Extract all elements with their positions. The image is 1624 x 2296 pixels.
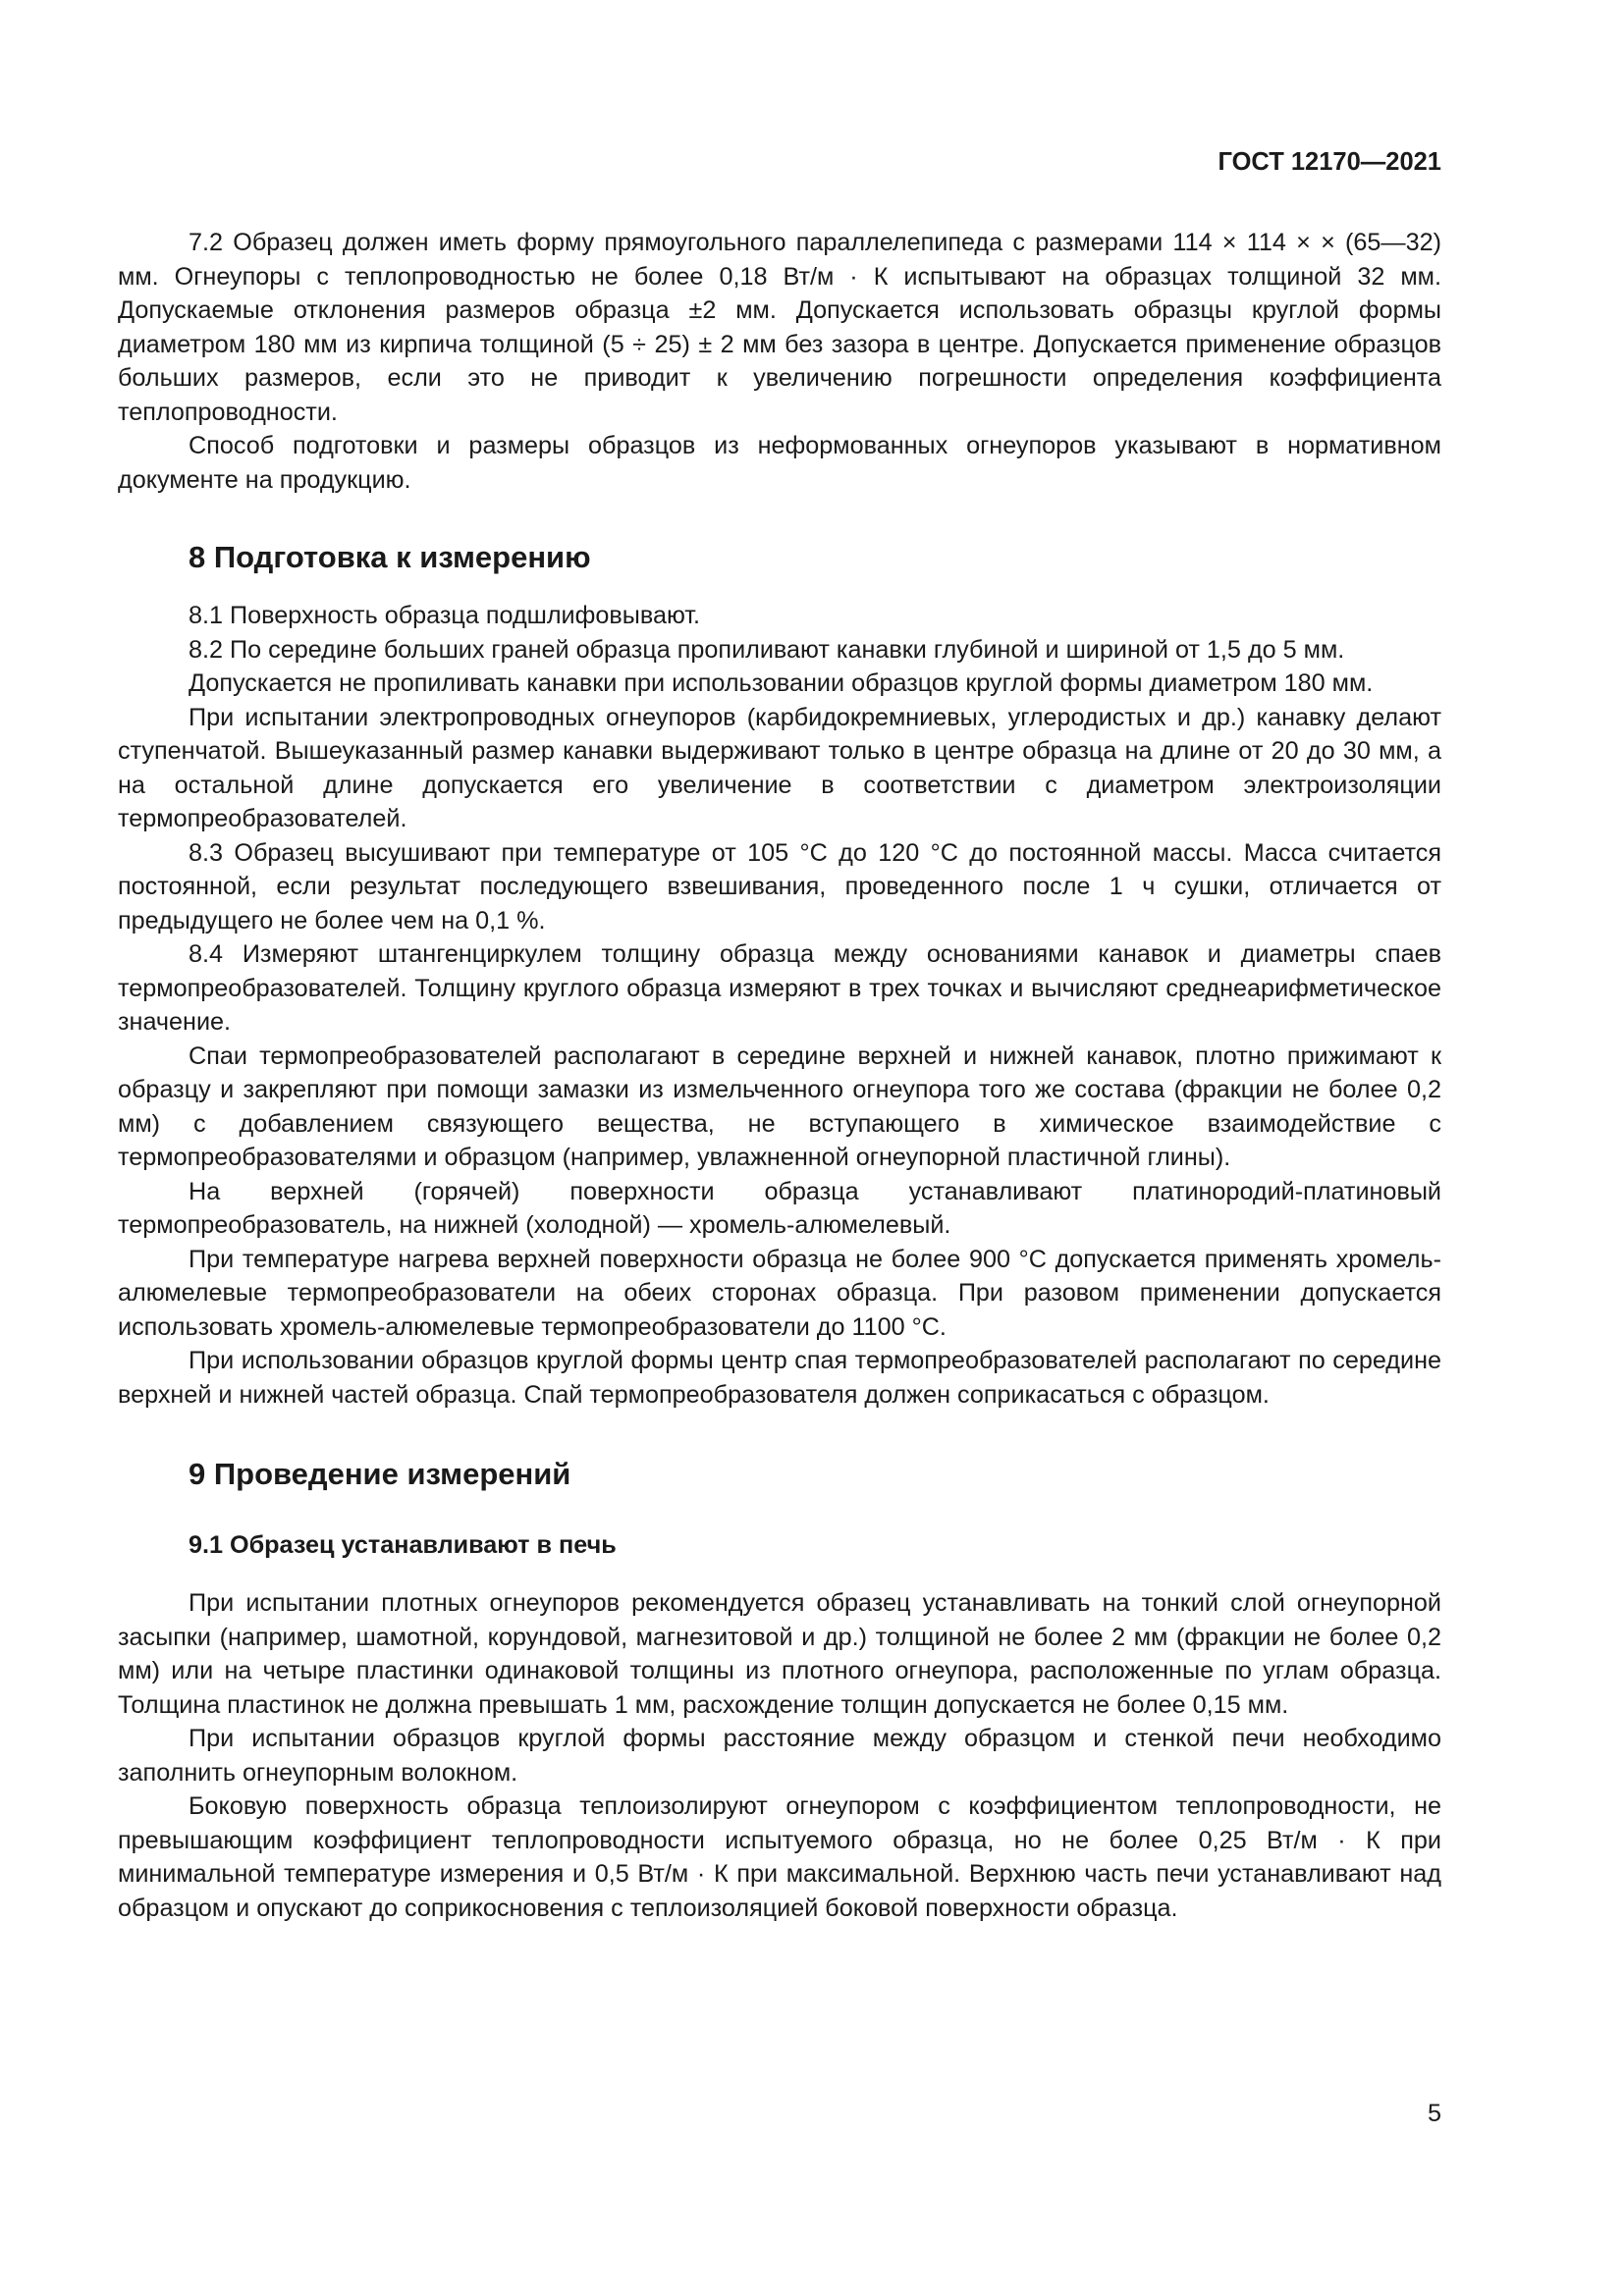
document-header: ГОСТ 12170—2021	[1218, 148, 1441, 176]
paragraph-9-1-dense: При испытании плотных огнеупоров рекомендуется образец устанавливать на тонкий слой огнеупорной засыпки (например, шамотной, корундовой, магнезитовой и др.) толщиной не более 2 мм (фракции не более 0,2 мм) или на четыре пластинки одинаковой толщины из плотного огнеупора, расположенные по углам образца. Толщина пластинок не должна превышать 1 мм, расхождение толщин допускается не более 0,15 мм.	[118, 1589, 1441, 1719]
paragraph-8-2-note: Допускается не пропиливать канавки при использовании образцов круглой формы диаметром 180 мм.	[189, 669, 1374, 697]
paragraph-7-2-note: Способ подготовки и размеры образцов из неформованных огнеупоров указывают в нормативном документе на продукцию.	[118, 432, 1441, 494]
section-8-title: 8 Подготовка к измерению	[189, 540, 591, 574]
paragraph-9-1-insulation: Боковую поверхность образца теплоизолируют огнеупором с коэффициентом теплопроводности, не превышающим коэффициент теплопроводности испытуемого образца, но не более 0,25 Вт/м · К при минимальной температуре измерения и 0,5 Вт/м · К при максимальной. Верхнюю часть печи устанавливают над образцом и опускают до соприкосновения с теплоизоляцией боковой поверхности образца.	[118, 1792, 1441, 1922]
document-body	[118, 226, 1441, 1925]
section-9-title: 9 Проведение измерений	[189, 1457, 571, 1491]
paragraph-8-3: 8.3 Образец высушивают при температуре от 105 °С до 120 °С до постоянной массы. Масса считается постоянной, если результат последующего взвешивания, проведенного после 1 ч сушки, отличается от предыдущего не более чем на 0,1 %.	[118, 838, 1441, 934]
paragraph-8-4-temperature: При температуре нагрева верхней поверхности образца не более 900 °С допускается применять хромель-алюмелевые термопреобразователи на обеих сторонах образца. При разовом применении допускается использовать хромель-алюмелевые термопреобразователи до 1100 °С.	[118, 1245, 1441, 1341]
paragraph-8-4-hot-side: На верхней (горячей) поверхности образца устанавливают платинородий-платиновый термопреобразователь, на нижней (холодной) — хромель-алюмелевый.	[118, 1177, 1441, 1239]
paragraph-9-1-round: При испытании образцов круглой формы расстояние между образцом и стенкой печи необходимо заполнить огнеупорным волокном.	[118, 1725, 1441, 1787]
paragraph-8-1: 8.1 Поверхность образца подшлифовывают.	[189, 602, 701, 629]
paragraph-8-4-round: При использовании образцов круглой формы центр спая термопреобразователей располагают по середине верхней и нижней частей образца. Спай термопреобразователя должен соприкасаться с образцом.	[118, 1347, 1441, 1409]
page-number: 5	[1427, 2100, 1441, 2127]
paragraph-8-4-junctions: Спаи термопреобразователей располагают в середине верхней и нижней канавок, плотно прижимают к образцу и закрепляют при помощи замазки из измельченного огнеупора того же состава (фракции не более 0,2 мм) с добавлением связующего вещества, не вступающего в химическое взаимодействие с термопреобразователями и образцом (например, увлажненной огнеупорной пластичной глины).	[118, 1041, 1441, 1171]
paragraph-8-2-conductive: При испытании электропроводных огнеупоров (карбидокремниевых, углеродистых и др.) канавку делают ступенчатой. Вышеуказанный размер канавки выдерживают только в центре образца на длине от 20 до 30 мм, а на остальной длине допускается его увеличение в соответствии с диаметром электроизоляции термопреобразователей.	[118, 703, 1441, 832]
paragraph-8-2: 8.2 По середине больших граней образца пропиливают канавки глубиной и шириной от 1,5 до 5 мм.	[189, 635, 1345, 664]
paragraph-8-4: 8.4 Измеряют штангенциркулем толщину образца между основаниями канавок и диаметры спаев термопреобразователей. Толщину круглого образца измеряют в трех точках и вычисляют среднеарифметическое значение.	[118, 940, 1441, 1036]
subsection-9-1-title: 9.1 Образец устанавливают в печь	[189, 1531, 617, 1559]
paragraph-7-2: 7.2 Образец должен иметь форму прямоугольного параллелепипеда с размерами 114 × 114 × × (65—32) мм. Огнеупоры с теплопроводностью не более 0,18 Вт/м · К испытывают на образцах толщиной 32 мм. Допускаемые отклонения размеров образца ±2 мм. Допускается использовать образцы круглой формы диаметром 180 мм из кирпича толщиной (5 ÷ 25) ± 2 мм без зазора в центре. Допускается применение образцов больших размеров, если это не приводит к увеличению погрешности определения коэффициента теплопроводности.	[118, 229, 1441, 426]
